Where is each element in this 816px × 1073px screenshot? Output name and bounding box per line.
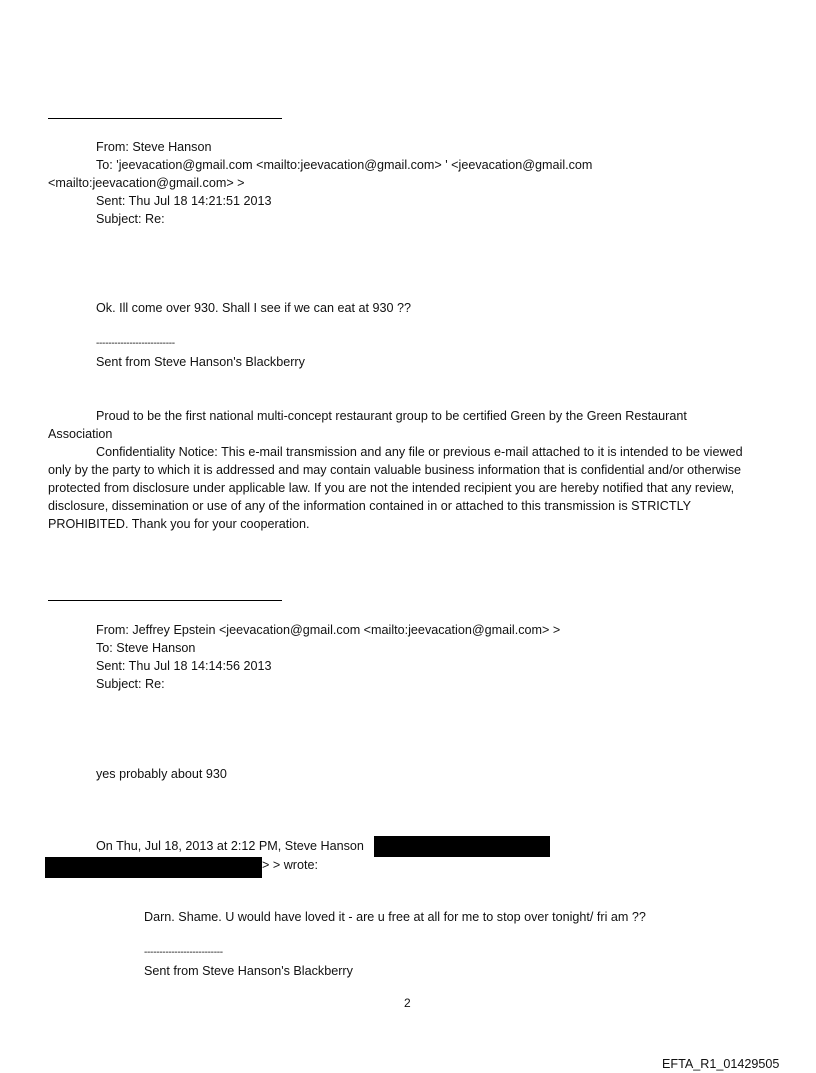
document-id: EFTA_R1_01429505 bbox=[662, 1057, 780, 1071]
email-body: yes probably about 930 bbox=[96, 767, 227, 781]
email-sent: Sent: Thu Jul 18 14:14:56 2013 bbox=[96, 659, 272, 673]
email-to-continued: <mailto:jeevacation@gmail.com> > bbox=[48, 176, 245, 190]
confidentiality-text: Confidentiality Notice: This e-mail transmission and any file or previous e-mail attached to it is intended to be viewed only by the party to which it is addressed and may contain valuable business information that is confidential and/or otherwise protected from disclosure under applicable law. If you are not the intended recipient you are hereby notified that any review, disclosure, dissemination or use of any of the information contained in or attached to this transmission is STRICTLY PROHIBITED. Thank you for your cooperation. bbox=[48, 445, 743, 531]
green-notice: Proud to be the first national multi-concept restaurant group to be certified Green by the Green Restaurant bbox=[96, 409, 687, 423]
email-to: To: Steve Hanson bbox=[96, 641, 196, 655]
quoted-signature: Sent from Steve Hanson's Blackberry bbox=[144, 964, 353, 978]
email-subject: Subject: Re: bbox=[96, 212, 165, 226]
redaction-box bbox=[374, 836, 550, 857]
email-from: From: Steve Hanson bbox=[96, 140, 212, 154]
email-signature: Sent from Steve Hanson's Blackberry bbox=[96, 355, 305, 369]
email-body: Ok. Ill come over 930. Shall I see if we can eat at 930 ?? bbox=[96, 301, 412, 315]
separator-line bbox=[48, 118, 282, 119]
quoted-body: Darn. Shame. U would have loved it - are u free at all for me to stop over tonight/ fri am ?? bbox=[144, 910, 646, 924]
green-notice-continued: Association bbox=[48, 427, 113, 441]
email-to: To: 'jeevacation@gmail.com <mailto:jeevacation@gmail.com> ' <jeevacation@gmail.com bbox=[96, 158, 593, 172]
confidentiality-notice bbox=[48, 443, 760, 533]
separator-line bbox=[48, 600, 282, 601]
redaction-box bbox=[45, 857, 262, 878]
page-number: 2 bbox=[404, 996, 411, 1010]
email-sent: Sent: Thu Jul 18 14:21:51 2013 bbox=[96, 194, 272, 208]
quoted-header: On Thu, Jul 18, 2013 at 2:12 PM, Steve Hanson bbox=[96, 839, 364, 853]
email-subject: Subject: Re: bbox=[96, 677, 165, 691]
signature-divider: -------------------------- bbox=[144, 947, 223, 958]
quoted-wrote: > > wrote: bbox=[262, 858, 319, 872]
email-from: From: Jeffrey Epstein <jeevacation@gmail.com <mailto:jeevacation@gmail.com> > bbox=[96, 623, 561, 637]
signature-divider: -------------------------- bbox=[96, 338, 175, 349]
